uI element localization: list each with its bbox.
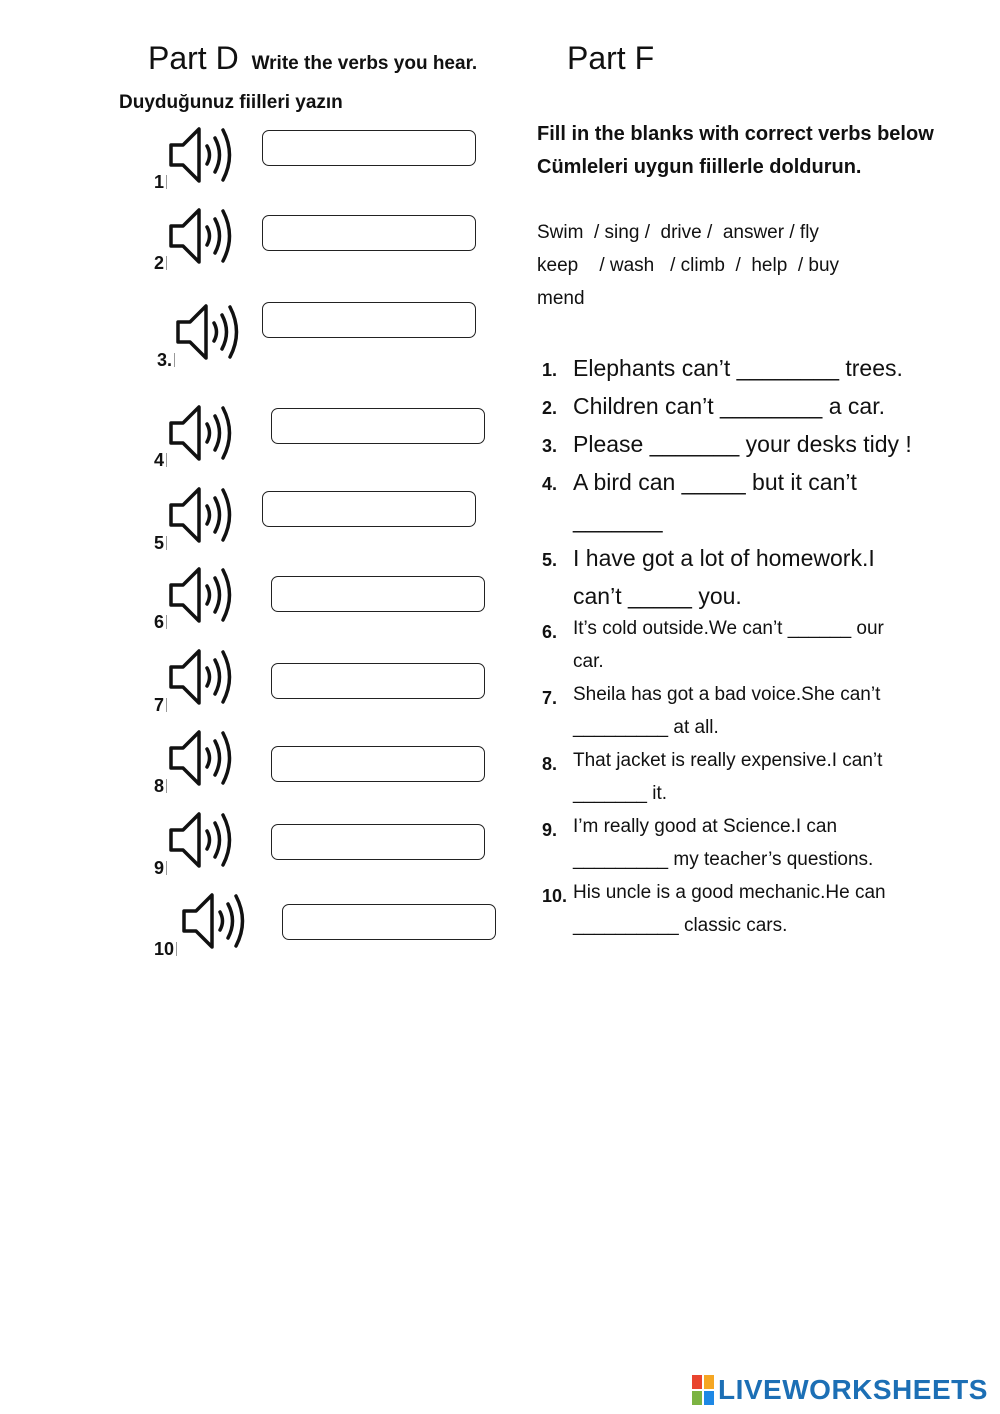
audio-speaker-icon[interactable] xyxy=(165,123,237,192)
question-text: _______ it. xyxy=(573,783,668,804)
word-bank-line: mend xyxy=(537,288,585,309)
question-text: can’t _____ you. xyxy=(573,583,742,609)
answer-input[interactable] xyxy=(262,491,476,527)
logo-mark-square xyxy=(704,1375,714,1389)
audio-speaker-icon[interactable] xyxy=(172,300,244,369)
answer-input[interactable] xyxy=(282,904,496,940)
item-number: 3. xyxy=(157,350,175,371)
logo-mark-icon xyxy=(692,1375,714,1405)
question-text: Please _______ your desks tidy ! xyxy=(573,431,912,457)
logo-text: LIVEWORKSHEETS xyxy=(718,1374,988,1405)
question-text: __________ classic cars. xyxy=(573,915,788,936)
question-number: 2. xyxy=(542,398,558,418)
audio-speaker-icon[interactable] xyxy=(165,563,237,632)
item-number: 1 xyxy=(154,172,167,193)
question-number: 1. xyxy=(542,360,558,380)
question-number: 10. xyxy=(542,886,568,906)
part-f-instruction-tr: Cümleleri uygun fiillerle doldurun. xyxy=(537,156,862,178)
question-number: 5. xyxy=(542,550,558,570)
item-number: 10 xyxy=(154,939,177,960)
answer-input[interactable] xyxy=(271,576,485,612)
audio-speaker-icon[interactable] xyxy=(165,645,237,714)
question-number: 3. xyxy=(542,436,558,456)
answer-input[interactable] xyxy=(271,408,485,444)
question-number: 8. xyxy=(542,754,558,774)
part-f-title: Part F xyxy=(567,40,655,76)
audio-speaker-icon[interactable] xyxy=(165,483,237,552)
item-number: 2 xyxy=(154,253,167,274)
question-number: 7. xyxy=(542,688,558,708)
item-number: 8 xyxy=(154,776,167,797)
question-text: _______ xyxy=(573,507,663,533)
answer-input[interactable] xyxy=(262,302,476,338)
question-text: I’m really good at Science.I can xyxy=(573,816,838,837)
item-number: 7 xyxy=(154,695,167,716)
audio-speaker-icon[interactable] xyxy=(178,889,250,958)
question-text: It’s cold outside.We can’t ______ our xyxy=(573,618,884,639)
part-d-title xyxy=(148,40,477,77)
audio-speaker-icon[interactable] xyxy=(165,204,237,273)
audio-speaker-icon[interactable] xyxy=(165,726,237,795)
question-text: Children can’t ________ a car. xyxy=(573,393,885,419)
item-number: 9 xyxy=(154,858,167,879)
part-d-instruction: Write the verbs you hear. xyxy=(251,53,478,74)
part-d-instruction-tr: Duyduğunuz fiilleri yazın xyxy=(119,92,343,113)
question-number: 4. xyxy=(542,474,558,494)
answer-input[interactable] xyxy=(271,663,485,699)
liveworksheets-logo xyxy=(692,1373,988,1407)
part-d-heading: Part D xyxy=(148,40,239,76)
question-text: Sheila has got a bad voice.She can’t xyxy=(573,684,881,705)
question-text: _________ at all. xyxy=(573,717,719,738)
item-number: 4 xyxy=(154,450,167,471)
answer-input[interactable] xyxy=(262,130,476,166)
question-number: 9. xyxy=(542,820,558,840)
logo-mark-square xyxy=(704,1391,714,1405)
audio-speaker-icon[interactable] xyxy=(165,808,237,877)
answer-input[interactable] xyxy=(271,824,485,860)
logo-mark-square xyxy=(692,1375,702,1389)
question-text: car. xyxy=(573,651,604,672)
logo-mark-square xyxy=(692,1391,702,1405)
word-bank-line: Swim / sing / drive / answer / fly xyxy=(537,222,819,243)
item-number: 6 xyxy=(154,612,167,633)
part-f-instruction: Fill in the blanks with correct verbs below xyxy=(537,123,934,145)
question-text: Elephants can’t ________ trees. xyxy=(573,355,903,381)
audio-speaker-icon[interactable] xyxy=(165,401,237,470)
question-text: _________ my teacher’s questions. xyxy=(573,849,874,870)
question-number: 6. xyxy=(542,622,558,642)
question-text: That jacket is really expensive.I can’t xyxy=(573,750,883,771)
answer-input[interactable] xyxy=(271,746,485,782)
question-text: His uncle is a good mechanic.He can xyxy=(573,882,886,903)
question-text: A bird can _____ but it can’t xyxy=(573,469,857,495)
answer-input[interactable] xyxy=(262,215,476,251)
item-number: 5 xyxy=(154,533,167,554)
word-bank-line: keep / wash / climb / help / buy xyxy=(537,255,840,276)
question-text: I have got a lot of homework.I xyxy=(573,545,875,571)
